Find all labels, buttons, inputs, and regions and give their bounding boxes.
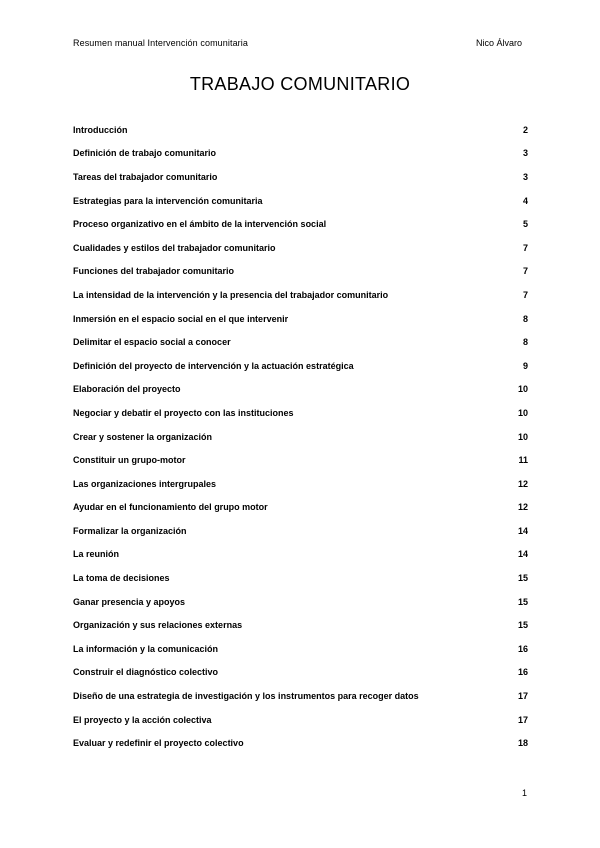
- toc-entry[interactable]: [73, 118, 528, 142]
- toc-entry[interactable]: [73, 519, 528, 543]
- toc-entry-label: Proceso organizativo en el ámbito de la intervención social: [73, 219, 327, 230]
- toc-entry[interactable]: [73, 566, 528, 590]
- toc-entry-page: 10: [517, 384, 528, 395]
- toc-entry-label: Crear y sostener la organización: [73, 431, 213, 442]
- toc-entry-page: 12: [517, 478, 528, 489]
- toc-entry-page: 9: [522, 360, 528, 371]
- toc-entry[interactable]: [73, 731, 528, 755]
- toc-entry-label: Evaluar y redefinir el proyecto colectivo: [73, 738, 244, 749]
- toc-entry-label: Cualidades y estilos del trabajador comunitario: [73, 242, 276, 253]
- toc-entry-label: La toma de decisiones: [73, 573, 170, 584]
- toc-entry-page: 3: [522, 148, 528, 159]
- toc-entry[interactable]: [73, 354, 528, 378]
- toc-entry[interactable]: [73, 142, 528, 166]
- toc-entry-label: Las organizaciones intergrupales: [73, 478, 217, 489]
- toc-entry[interactable]: [73, 212, 528, 236]
- toc-entry-page: 11: [518, 455, 528, 466]
- toc-entry-page: 17: [517, 714, 528, 725]
- table-of-contents: [73, 118, 528, 755]
- toc-entry-label: El proyecto y la acción colectiva: [73, 714, 212, 725]
- header-doc-title: Resumen manual Intervención comunitaria: [73, 38, 248, 48]
- toc-entry[interactable]: [73, 543, 528, 567]
- toc-entry[interactable]: [73, 708, 528, 732]
- toc-entry-page: 8: [522, 337, 528, 348]
- toc-entry-page: 3: [522, 171, 528, 182]
- toc-entry-page: 15: [517, 573, 528, 584]
- toc-entry[interactable]: [73, 637, 528, 661]
- toc-entry-label: Negociar y debatir el proyecto con las instituciones: [73, 407, 294, 418]
- toc-entry-label: Introducción: [73, 124, 128, 135]
- toc-entry-label: Estrategias para la intervención comunitaria: [73, 195, 263, 206]
- toc-entry-page: 18: [517, 738, 528, 749]
- toc-entry-label: Definición del proyecto de intervención y la actuación estratégica: [73, 360, 354, 371]
- toc-entry[interactable]: [73, 472, 528, 496]
- toc-entry[interactable]: [73, 330, 528, 354]
- toc-entry[interactable]: [73, 307, 528, 331]
- page-title: TRABAJO COMUNITARIO: [189, 74, 411, 95]
- toc-entry[interactable]: [73, 260, 528, 284]
- toc-entry[interactable]: [73, 590, 528, 614]
- toc-entry-label: Constituir un grupo-motor: [73, 455, 186, 466]
- toc-entry-page: 2: [522, 124, 528, 135]
- toc-entry-label: Funciones del trabajador comunitario: [73, 266, 235, 277]
- toc-entry-page: 10: [517, 431, 528, 442]
- toc-entry-page: 7: [522, 289, 528, 300]
- toc-entry-page: 7: [522, 242, 528, 253]
- toc-entry-page: 14: [517, 549, 528, 560]
- toc-entry[interactable]: [73, 613, 528, 637]
- toc-entry[interactable]: [73, 401, 528, 425]
- toc-entry-page: 16: [517, 643, 528, 654]
- toc-entry[interactable]: [73, 283, 528, 307]
- toc-entry-label: La intensidad de la intervención y la presencia del trabajador comunitario: [73, 289, 389, 300]
- toc-entry-label: Tareas del trabajador comunitario: [73, 171, 218, 182]
- toc-entry-page: 5: [522, 219, 528, 230]
- toc-entry-page: 8: [522, 313, 528, 324]
- toc-entry-page: 14: [517, 525, 528, 536]
- toc-entry-label: Diseño de una estrategia de investigación y los instrumentos para recoger datos: [73, 691, 419, 702]
- toc-entry-page: 17: [517, 691, 528, 702]
- toc-entry-page: 7: [522, 266, 528, 277]
- toc-entry-label: Organización y sus relaciones externas: [73, 620, 243, 631]
- toc-entry-page: 16: [517, 667, 528, 678]
- toc-entry[interactable]: [73, 661, 528, 685]
- toc-entry-label: Ganar presencia y apoyos: [73, 596, 186, 607]
- toc-entry[interactable]: [73, 684, 528, 708]
- toc-entry[interactable]: [73, 165, 528, 189]
- toc-entry-page: 15: [517, 596, 528, 607]
- toc-entry-label: La reunión: [73, 549, 120, 560]
- toc-entry[interactable]: [73, 496, 528, 520]
- toc-entry[interactable]: [73, 425, 528, 449]
- toc-entry-label: Definición de trabajo comunitario: [73, 148, 217, 159]
- toc-entry-page: 4: [522, 195, 528, 206]
- toc-entry-page: 15: [517, 620, 528, 631]
- page-number: 1: [521, 788, 527, 798]
- toc-entry[interactable]: [73, 448, 528, 472]
- toc-entry-label: La información y la comunicación: [73, 643, 219, 654]
- toc-entry[interactable]: [73, 236, 528, 260]
- toc-entry-label: Delimitar el espacio social a conocer: [73, 337, 231, 348]
- toc-entry-label: Construir el diagnóstico colectivo: [73, 667, 219, 678]
- toc-entry[interactable]: [73, 189, 528, 213]
- toc-entry-page: 10: [517, 407, 528, 418]
- toc-entry-label: Formalizar la organización: [73, 525, 187, 536]
- toc-entry-page: 12: [517, 502, 528, 513]
- toc-entry-label: Ayudar en el funcionamiento del grupo motor: [73, 502, 268, 513]
- toc-entry[interactable]: [73, 378, 528, 402]
- toc-entry-label: Elaboración del proyecto: [73, 384, 181, 395]
- toc-entry-label: Inmersión en el espacio social en el que intervenir: [73, 313, 289, 324]
- header-author: Nico Álvaro: [475, 38, 522, 48]
